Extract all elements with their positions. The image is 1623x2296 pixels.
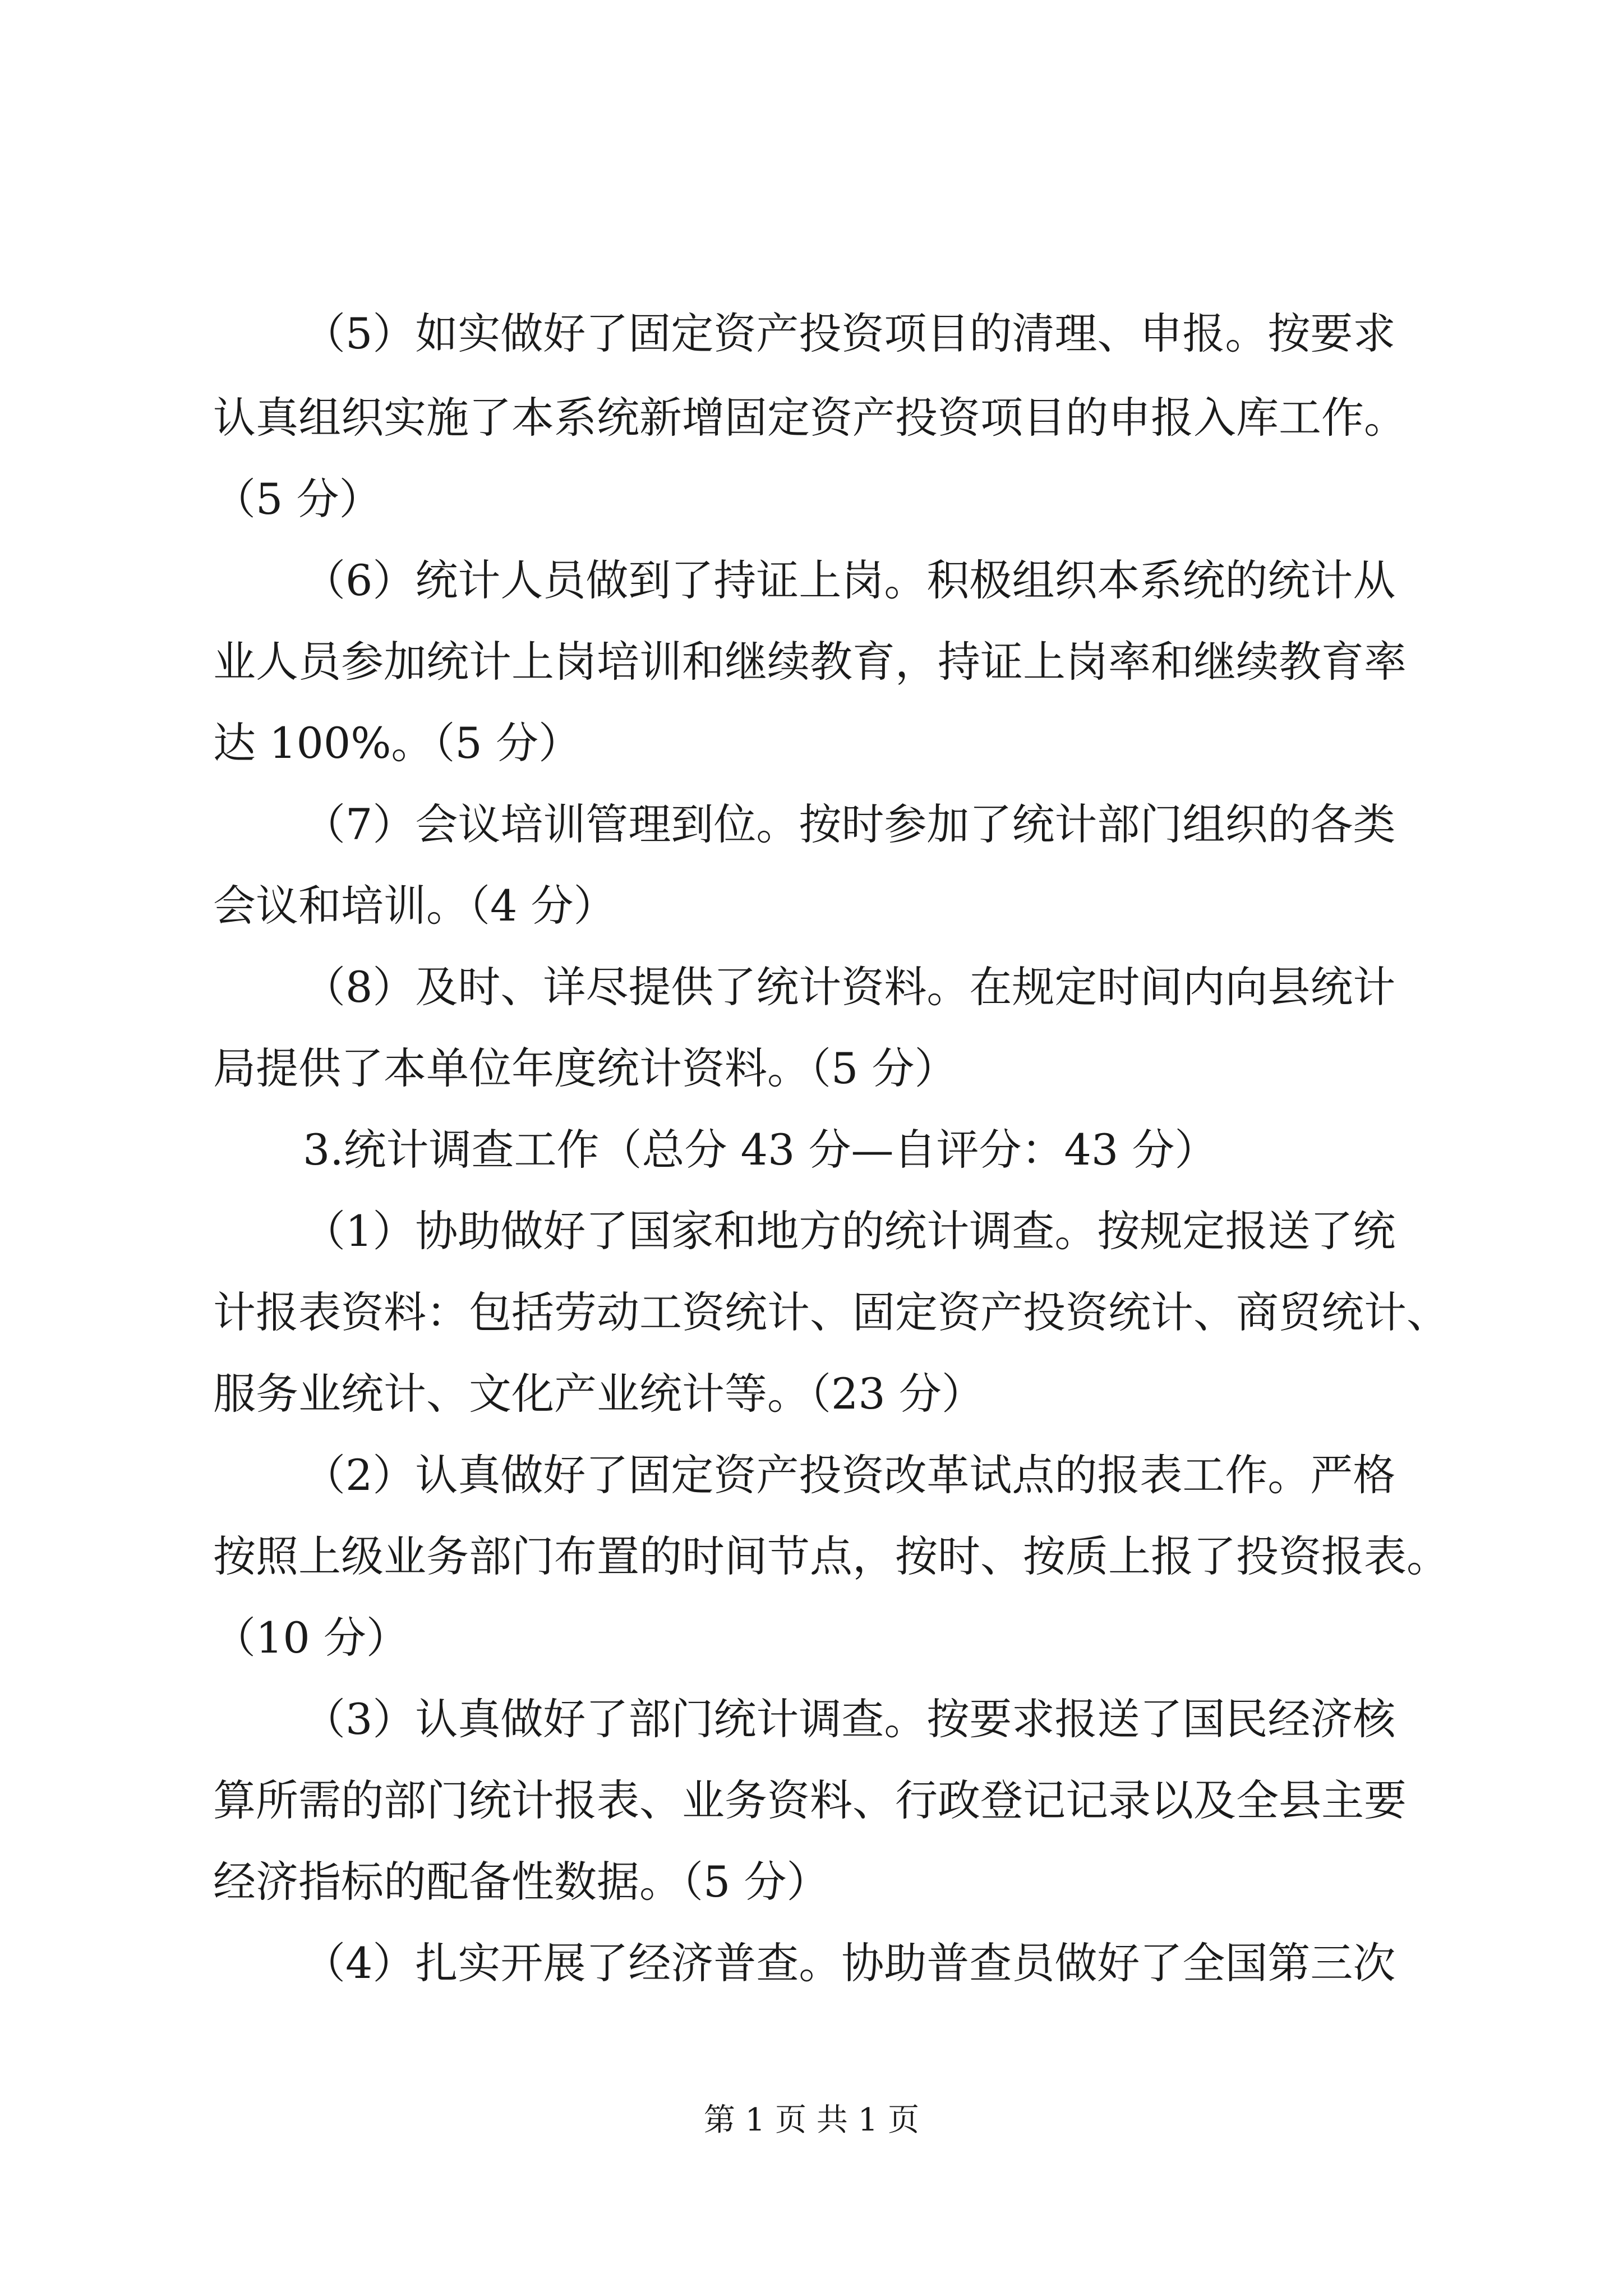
page-footer: 第 1 页 共 1 页	[703, 2102, 920, 2138]
text-line: 经济指标的配备性数据。（5 分）	[213, 1857, 829, 1907]
text-line: （6）统计人员做到了持证上岗。积极组织本系统的统计从	[303, 555, 1396, 605]
text-line: （2）认真做好了固定资产投资改革试点的报表工作。严格	[303, 1450, 1396, 1500]
text-line: 达 100%。（5 分）	[213, 718, 581, 768]
text-line: 局提供了本单位年度统计资料。（5 分）	[213, 1043, 957, 1093]
text-line: （4）扎实开展了经济普查。协助普查员做好了全国第三次	[303, 1938, 1396, 1988]
text-line: （5 分）	[213, 474, 382, 524]
text-line: （8）及时、详尽提供了统计资料。在规定时间内向县统计	[303, 962, 1396, 1012]
text-line: 按照上级业务部门布置的时间节点，按时、按质上报了投资报表。	[213, 1531, 1449, 1581]
text-line: （7）会议培训管理到位。按时参加了统计部门组织的各类	[303, 799, 1396, 849]
text-line: （5）如实做好了固定资产投资项目的清理、申报。按要求	[303, 309, 1396, 358]
text-line: 业人员参加统计上岗培训和继续教育，持证上岗率和继续教育率	[213, 637, 1407, 687]
text-line: （1）协助做好了国家和地方的统计调查。按规定报送了统	[303, 1206, 1396, 1256]
text-line: （3）认真做好了部门统计调查。按要求报送了国民经济核	[303, 1694, 1396, 1744]
text-line: 算所需的部门统计报表、业务资料、行政登记记录以及全县主要	[213, 1775, 1407, 1825]
text-line: 认真组织实施了本系统新增固定资产投资项目的申报入库工作。	[213, 393, 1407, 443]
section-heading: 3.统计调查工作（总分 43 分—自评分：43 分）	[303, 1125, 1218, 1175]
text-line: 计报表资料：包括劳动工资统计、固定资产投资统计、商贸统计、	[213, 1287, 1449, 1337]
text-line: （10 分）	[213, 1613, 409, 1663]
text-line: 会议和培训。（4 分）	[213, 881, 616, 931]
text-line: 服务业统计、文化产业统计等。（23 分）	[213, 1369, 984, 1419]
